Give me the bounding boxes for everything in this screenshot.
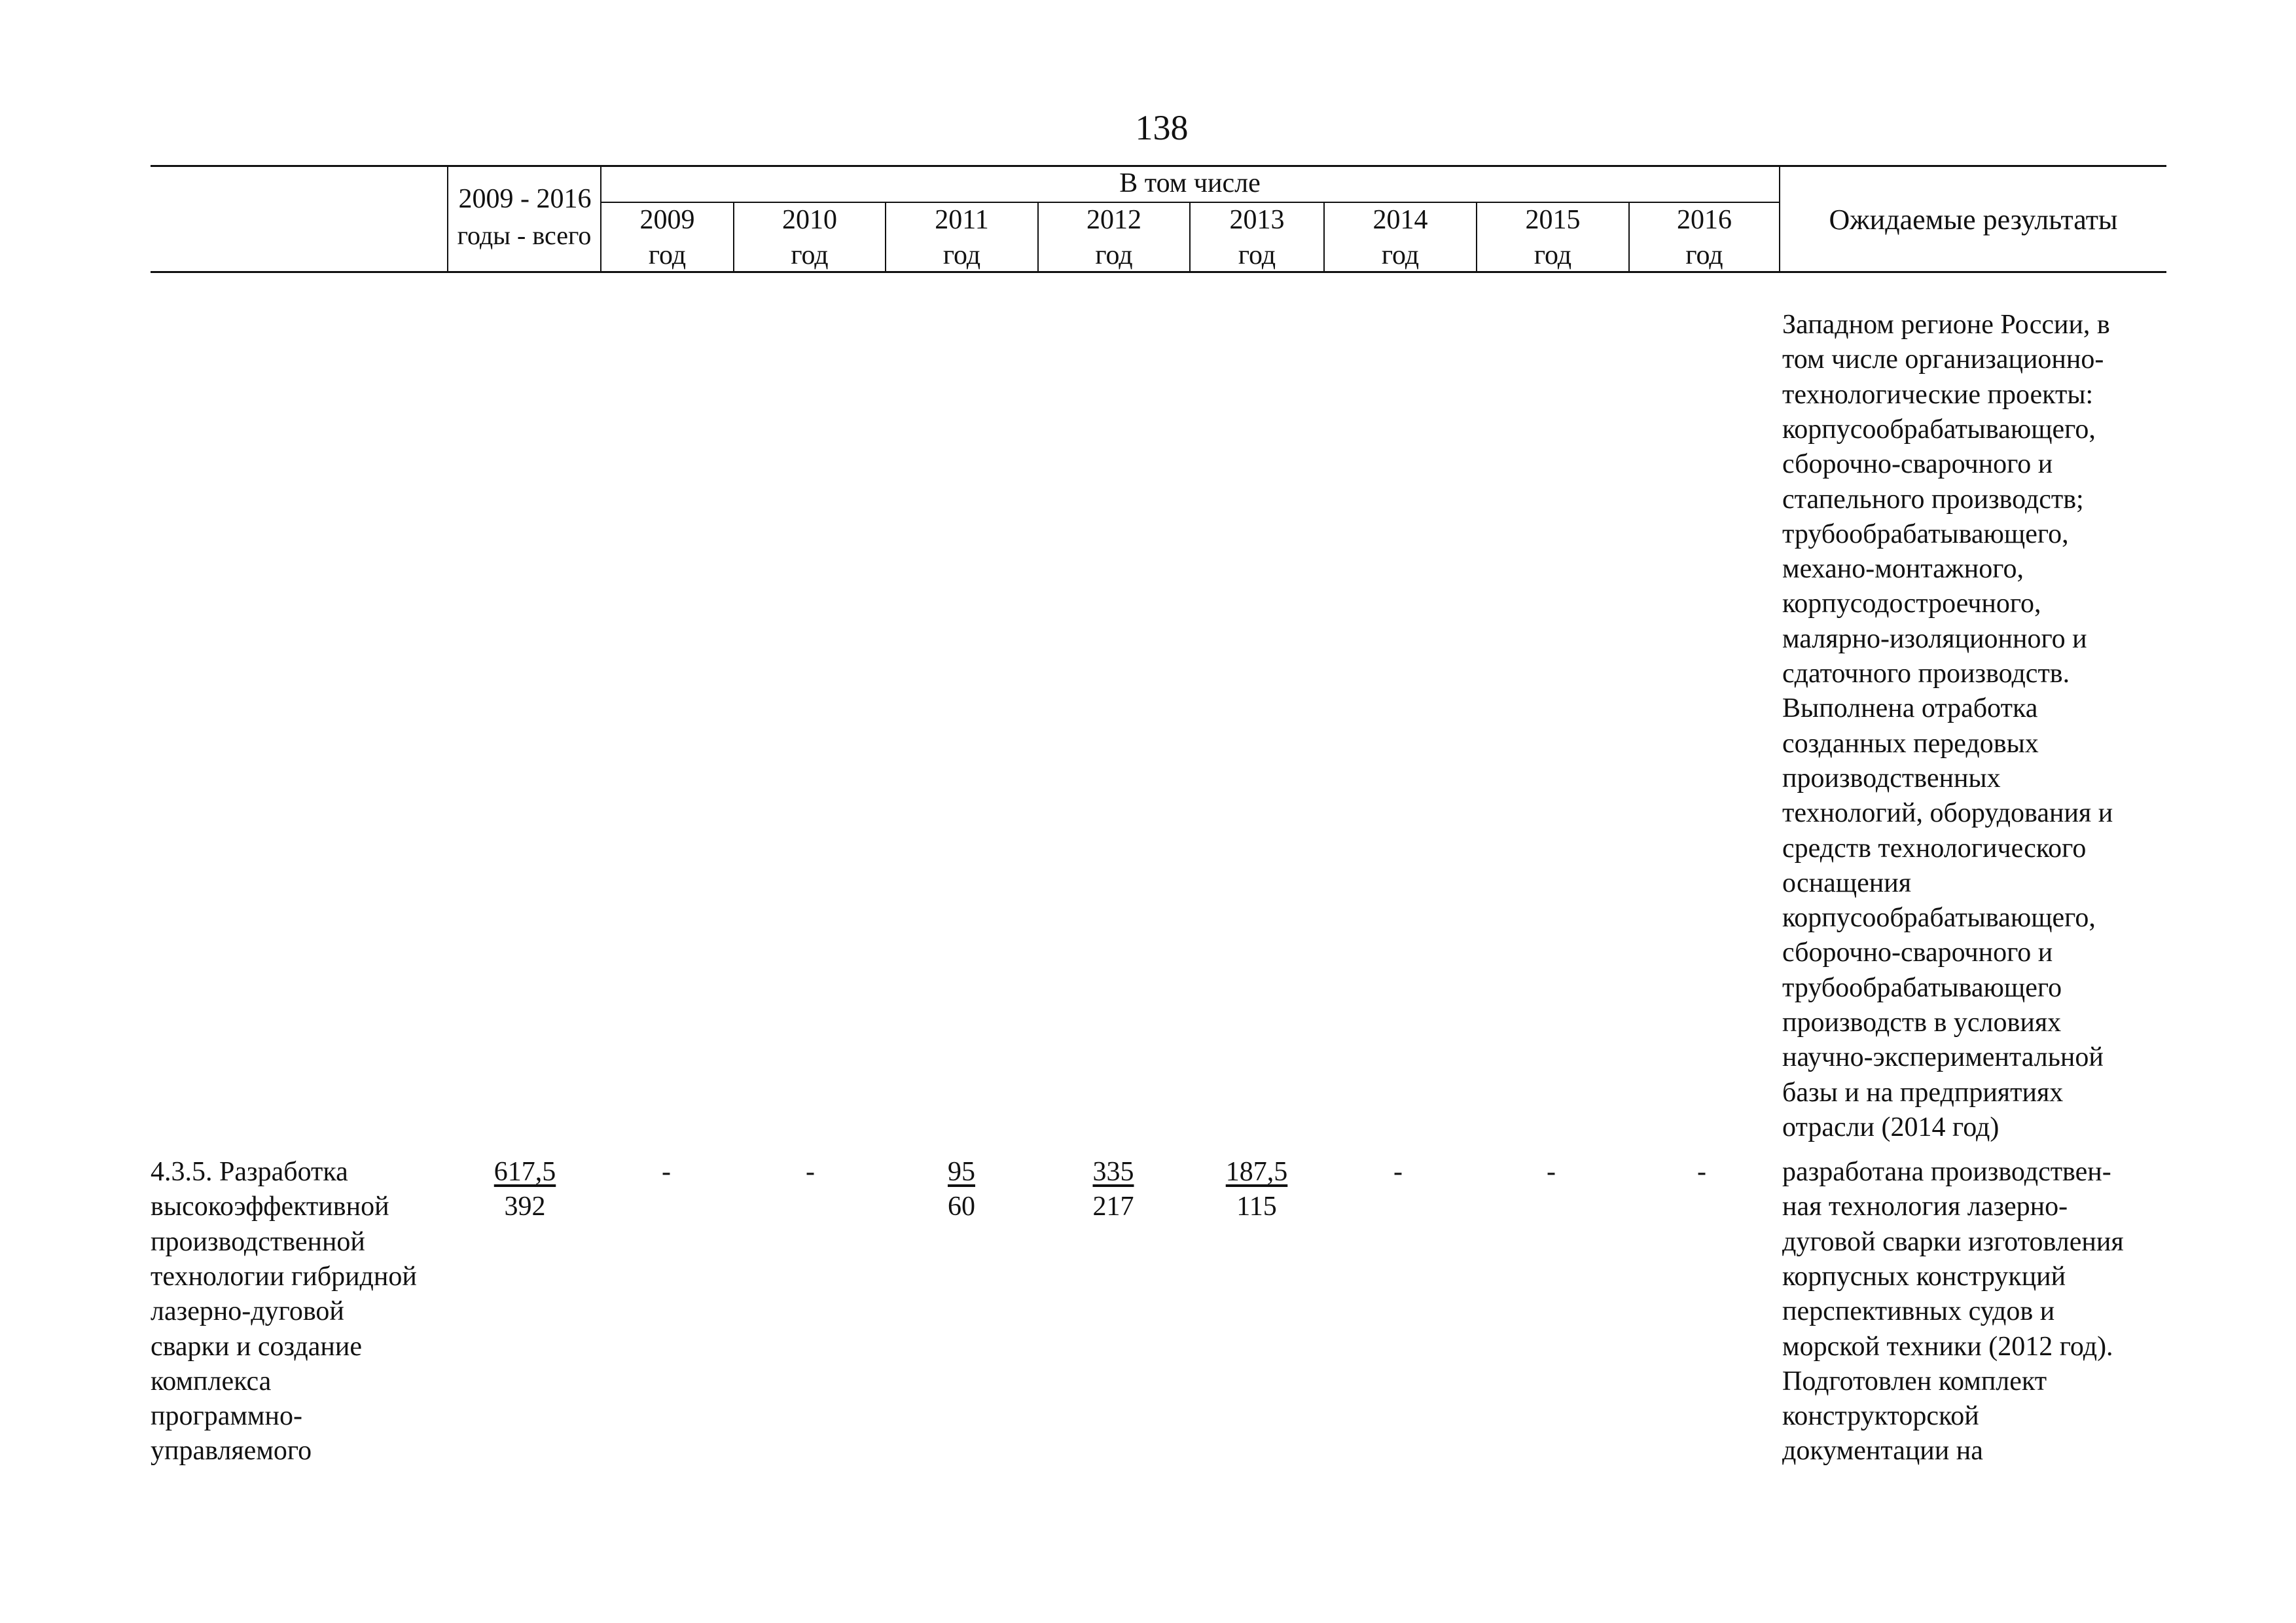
header-unit-2016: год <box>1685 240 1723 270</box>
results-line: стапельного производств; <box>1782 484 2084 515</box>
results-line: сдаточного производств. <box>1782 659 2070 689</box>
results-line: корпусодостроечного, <box>1782 589 2041 619</box>
header-year-2011: 2011 <box>935 205 989 235</box>
header-year-2015: 2015 <box>1525 205 1581 235</box>
header-year-2012: 2012 <box>1086 205 1141 235</box>
results-line: разработана производствен- <box>1782 1157 2111 1187</box>
results-line: механо-монтажного, <box>1782 554 2024 585</box>
results-line: том числе организационно- <box>1782 344 2104 375</box>
results-line: трубообрабатывающего <box>1782 972 2062 1003</box>
results-line: дуговой сварки изготовления <box>1782 1226 2124 1257</box>
results-line: базы и на предприятиях <box>1782 1077 2064 1108</box>
row-name-line: технологии гибридной <box>151 1261 417 1292</box>
header-unit-2010: год <box>791 240 829 270</box>
results-line: корпусообрабатывающего, <box>1782 414 2096 445</box>
header-total-label: годы - всего <box>457 221 592 250</box>
row-name-line: лазерно-дуговой <box>151 1296 344 1327</box>
results-line: созданных передовых <box>1782 728 2039 759</box>
row-value-2012: 335 <box>1092 1157 1134 1187</box>
results-line: Подготовлен комплект <box>1782 1366 2047 1396</box>
results-line: корпусообрабатывающего, <box>1782 903 2096 934</box>
results-line: отрасли (2014 год) <box>1782 1112 2000 1142</box>
row-subvalue-2011: 60 <box>948 1192 975 1222</box>
row-name-line: комплекса <box>151 1366 272 1396</box>
row-total-subvalue: 392 <box>504 1192 546 1222</box>
row-name-line: программно- <box>151 1401 302 1432</box>
row-value-2015: - <box>1547 1157 1556 1187</box>
row-name-line: управляемого <box>151 1436 312 1467</box>
results-line: оснащения <box>1782 867 1912 898</box>
header-year-2016: 2016 <box>1677 205 1732 235</box>
row-name-line: высокоэффективной <box>151 1192 389 1222</box>
results-line: научно-экспериментальной <box>1782 1042 2104 1073</box>
row-value-2016: - <box>1697 1157 1706 1187</box>
header-unit-2012: год <box>1095 240 1133 270</box>
row-value-2013: 187,5 <box>1225 1157 1288 1187</box>
row-total-value: 617,5 <box>493 1157 556 1187</box>
header-year-2010: 2010 <box>782 205 837 235</box>
row-value-2011: 95 <box>948 1157 975 1187</box>
results-line: технологические проекты: <box>1782 379 2094 410</box>
results-line: Выполнена отработка <box>1782 693 2038 724</box>
header-unit-2013: год <box>1238 240 1276 270</box>
results-line: производств в условиях <box>1782 1008 2062 1038</box>
header-unit-2009: год <box>648 240 687 270</box>
results-line: морской техники (2012 год). <box>1782 1331 2113 1362</box>
row-value-2010: - <box>806 1157 815 1187</box>
results-line: сборочно-сварочного и <box>1782 938 2053 968</box>
row-name-line: производственной <box>151 1226 365 1257</box>
results-line: документации на <box>1782 1436 1983 1467</box>
header-including: В том числе <box>1119 168 1261 198</box>
header-unit-2011: год <box>942 240 981 270</box>
results-line: трубообрабатывающего, <box>1782 519 2069 549</box>
header-year-2009: 2009 <box>639 205 695 235</box>
row-subvalue-2012: 217 <box>1092 1192 1134 1222</box>
header-year-2013: 2013 <box>1229 205 1285 235</box>
page-number: 138 <box>1135 108 1189 147</box>
results-line: производственных <box>1782 763 2001 793</box>
header-unit-2015: год <box>1534 240 1572 270</box>
results-line: перспективных судов и <box>1782 1296 2055 1327</box>
header-year-2014: 2014 <box>1372 205 1428 235</box>
row-name-line: 4.3.5. Разработка <box>151 1157 348 1187</box>
row-subvalue-2013: 115 <box>1236 1192 1277 1222</box>
row-value-2014: - <box>1393 1157 1403 1187</box>
results-line: малярно-изоляционного и <box>1782 623 2087 654</box>
header-total-years: 2009 - 2016 <box>458 184 592 214</box>
results-line: ная технология лазерно- <box>1782 1192 2068 1222</box>
row-value-2009: - <box>662 1157 671 1187</box>
results-line: корпусных конструкций <box>1782 1261 2066 1292</box>
header-results: Ожидаемые результаты <box>1829 204 2118 236</box>
row-name-line: сварки и создание <box>151 1331 362 1362</box>
results-line: средств технологического <box>1782 833 2087 864</box>
results-line: сборочно-сварочного и <box>1782 449 2053 480</box>
results-line: технологий, оборудования и <box>1782 798 2113 829</box>
results-line: Западном регионе России, в <box>1782 310 2110 340</box>
results-line: конструкторской <box>1782 1401 1979 1432</box>
header-unit-2014: год <box>1381 240 1420 270</box>
